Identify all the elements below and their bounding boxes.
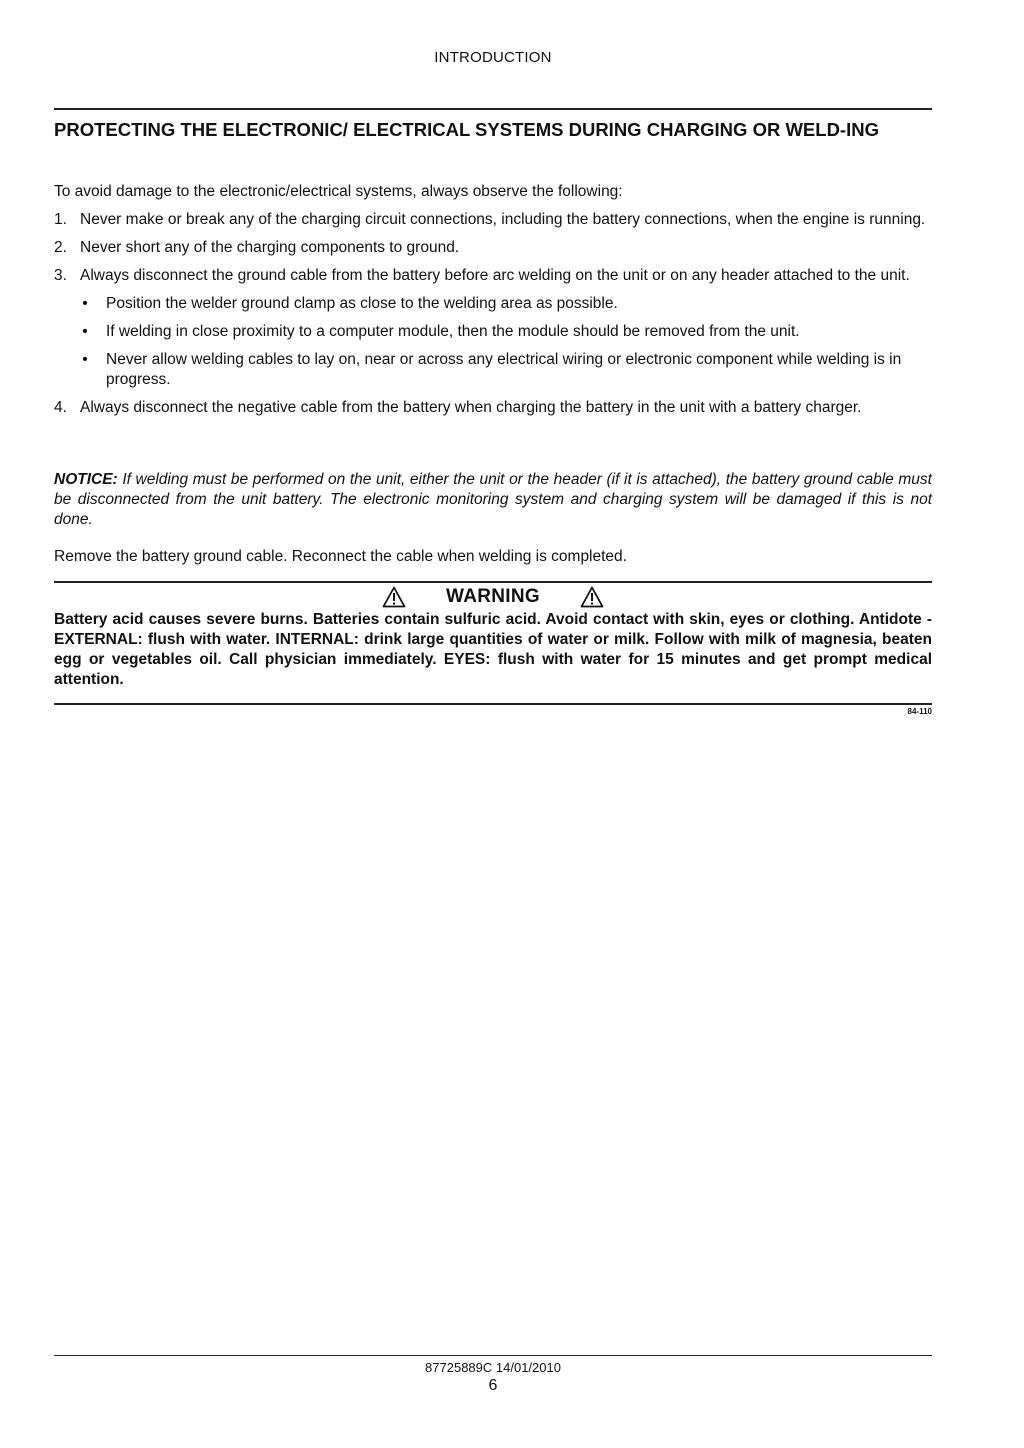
step-text: Never short any of the charging components to ground. — [80, 239, 460, 256]
warning-bottom-rule — [54, 703, 932, 705]
step-text: Never make or break any of the charging circuit connections, including the battery connections, when the engine is running. — [80, 211, 926, 228]
bullet-text: Never allow welding cables to lay on, near or across any electrical wiring or electronic component while welding is in progress. — [106, 351, 902, 388]
page-number: 6 — [488, 1377, 498, 1394]
bullet-text: If welding in close proximity to a computer module, then the module should be removed from the unit. — [106, 323, 800, 340]
bullet-icon: • — [82, 323, 88, 340]
remove-cable-text: Remove the battery ground cable. Reconnect the cable when welding is completed. — [54, 548, 627, 565]
running-header: INTRODUCTION — [434, 49, 552, 66]
bullet-item — [80, 294, 932, 314]
footer-rule — [54, 1355, 932, 1356]
section-title: PROTECTING THE ELECTRONIC/ ELECTRICAL SYSTEMS DURING CHARGING OR WELD-ING — [54, 119, 879, 140]
notice-label: NOTICE: — [54, 471, 118, 488]
step-item — [54, 210, 932, 230]
warning-triangle-icon — [580, 586, 604, 608]
warning-reference-code: 84-110 — [907, 707, 932, 716]
welding-bullets — [80, 294, 932, 390]
step-number: 4. — [54, 399, 67, 416]
bullet-icon: • — [82, 295, 88, 312]
step-number: 2. — [54, 239, 67, 256]
notice-block — [54, 470, 932, 530]
step-text: Always disconnect the negative cable from the battery when charging the battery in the unit with a battery charger. — [80, 399, 862, 416]
warning-text: Battery acid causes severe burns. Batteries contain sulfuric acid. Avoid contact with skin, eyes or clothing. Antidote - EXTERNAL: flush with water. INTERNAL: drink large quantities of water or milk. Follow with milk of magnesia, beaten egg or vegetables oil. Call physician immediately. EYES: flush with water for 15 minutes and get prompt medical attention. — [54, 611, 932, 688]
intro-text: To avoid damage to the electronic/electrical systems, always observe the following: — [54, 183, 623, 200]
step-number: 3. — [54, 267, 67, 284]
warning-triangle-icon — [382, 586, 406, 608]
step-item — [54, 266, 932, 390]
warning-header — [0, 586, 986, 608]
step-number: 1. — [54, 211, 67, 228]
step-item — [54, 238, 932, 258]
step-text: Always disconnect the ground cable from the battery before arc welding on the unit or on any header attached to the unit. — [80, 267, 910, 284]
steps-list — [54, 210, 932, 426]
warning-title: WARNING — [446, 586, 540, 607]
notice-text: If welding must be performed on the unit, either the unit or the header (if it is attached), the battery ground cable must be disconnected from the unit battery. The electronic monitoring system and charging system will be damaged if this is not done. — [54, 471, 932, 528]
bullet-item — [80, 322, 932, 342]
step-item — [54, 398, 932, 418]
footer-document-id: 87725889C 14/01/2010 — [425, 1360, 561, 1375]
bullet-icon: • — [82, 351, 88, 368]
bullet-text: Position the welder ground clamp as close to the welding area as possible. — [106, 295, 618, 312]
warning-top-rule — [54, 581, 932, 583]
header-rule — [54, 108, 932, 110]
bullet-item — [80, 350, 932, 390]
